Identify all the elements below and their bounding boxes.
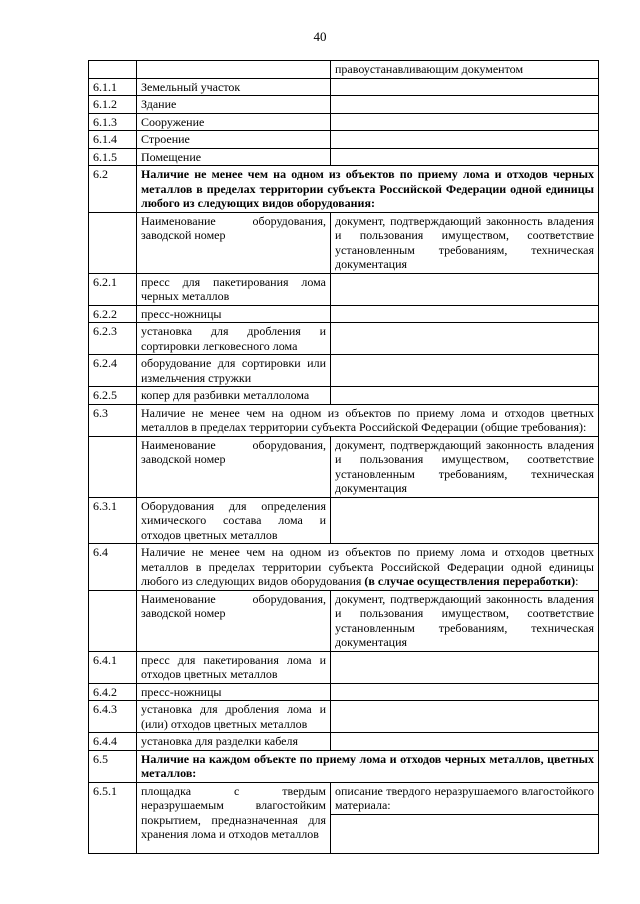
section-text: Наличие не менее чем на одном из объектов по приему лома и отходов черных металлов в пределах территории субъекта Российской Федерации одной единицы любого из следующих видов оборудования:: [137, 166, 599, 213]
item-name: копер для разбивки металлолома: [137, 387, 331, 405]
document-cell: [331, 355, 599, 387]
column-header-row: [89, 590, 599, 651]
item-number: 6.2.2: [89, 305, 137, 323]
item-number: 6.2.4: [89, 355, 137, 387]
table-row: [89, 701, 599, 733]
number-cell: [89, 590, 137, 651]
document-cell: [331, 96, 599, 114]
table-row: [89, 387, 599, 405]
document-cell: [331, 683, 599, 701]
item-name: установка для дробления лома и (или) отходов цветных металлов: [137, 701, 331, 733]
item-number: 6.4.4: [89, 733, 137, 751]
document-cell: [331, 113, 599, 131]
table-row: [89, 355, 599, 387]
item-number: 6.4.1: [89, 651, 137, 683]
number-cell: [89, 436, 137, 497]
table-row: [89, 683, 599, 701]
document-cell: правоустанавливающим документом: [331, 61, 599, 79]
document-cell: [331, 497, 599, 544]
item-number: 6.2.3: [89, 323, 137, 355]
item-number: 6.1.5: [89, 148, 137, 166]
document-header: документ, подтверждающий законность владения и пользования имуществом, соответствие установленным требованиям, техническая документация: [331, 436, 599, 497]
item-number: 6.2.5: [89, 387, 137, 405]
document-cell: [331, 273, 599, 305]
section-text: Наличие не менее чем на одном из объектов по приему лома и отходов цветных металлов в пределах территории субъекта Российской Федерации (общие требования):: [137, 404, 599, 436]
equipment-name-header: Наименование оборудования, заводской номер: [137, 436, 331, 497]
page-number: 40: [313, 29, 327, 44]
document-header: документ, подтверждающий законность владения и пользования имуществом, соответствие установленным требованиям, техническая документация: [331, 212, 599, 273]
section-number: 6.3: [89, 404, 137, 436]
table-row: [89, 323, 599, 355]
item-name: Здание: [137, 96, 331, 114]
document-cell: [331, 305, 599, 323]
document-header: документ, подтверждающий законность владения и пользования имуществом, соответствие установленным требованиям, техническая документация: [331, 590, 599, 651]
item-name: Сооружение: [137, 113, 331, 131]
item-name: установка для дробления и сортировки легковесного лома: [137, 323, 331, 355]
item-number: 6.1.4: [89, 131, 137, 149]
table-row: [89, 305, 599, 323]
item-number: 6.1.3: [89, 113, 137, 131]
document-cell: [331, 131, 599, 149]
document-cell: [331, 323, 599, 355]
table-row: [89, 733, 599, 751]
item-name: пресс для пакетирования лома черных металлов: [137, 273, 331, 305]
table-row: [89, 96, 599, 114]
item-name: Оборудования для определения химического состава лома и отходов цветных металлов: [137, 497, 331, 544]
document-cell: [331, 651, 599, 683]
column-header-row: [89, 436, 599, 497]
item-name: пресс для пакетирования лома и отходов цветных металлов: [137, 651, 331, 683]
continuation-row: [89, 61, 599, 79]
section-number: 6.5: [89, 750, 137, 782]
table-row: [89, 148, 599, 166]
document-cell: [331, 701, 599, 733]
section-row: [89, 166, 599, 213]
item-number: 6.1.2: [89, 96, 137, 114]
table-row: [89, 78, 599, 96]
equipment-name-header: Наименование оборудования, заводской номер: [137, 590, 331, 651]
table-row: [89, 651, 599, 683]
document-cell-empty: [331, 814, 599, 853]
item-number: 6.5.1: [89, 782, 137, 853]
item-name: Строение: [137, 131, 331, 149]
section-text-main: Наличие не менее чем на одном из объектов по приему лома и отходов цветных металлов в пределах территории субъекта Российской Федерации одной единицы любого из следующих видов оборудования: [141, 545, 594, 588]
table-row: [89, 113, 599, 131]
item-name: площадка с твердым неразрушаемым влагостойким покрытием, предназначенная для хранения лома и отходов металлов: [137, 782, 331, 853]
item-name: Помещение: [137, 148, 331, 166]
section-number: 6.2: [89, 166, 137, 213]
equipment-name-header: Наименование оборудования, заводской номер: [137, 212, 331, 273]
item-name: Земельный участок: [137, 78, 331, 96]
document-cell: [331, 733, 599, 751]
section-number: 6.4: [89, 544, 137, 591]
section-row: [89, 404, 599, 436]
section-text-bold: (в случае осуществления переработки): [364, 574, 576, 588]
name-cell: [137, 61, 331, 79]
item-name: пресс-ножницы: [137, 305, 331, 323]
item-number: 6.4.3: [89, 701, 137, 733]
section-row: [89, 544, 599, 591]
column-header-row: [89, 212, 599, 273]
section-row: [89, 750, 599, 782]
section-text: Наличие на каждом объекте по приему лома и отходов черных металлов, цветных металлов:: [137, 750, 599, 782]
requirements-table: [88, 60, 599, 854]
item-number: 6.4.2: [89, 683, 137, 701]
document-cell: [331, 78, 599, 96]
table-row: [89, 131, 599, 149]
document-cell: [331, 148, 599, 166]
item-number: 6.3.1: [89, 497, 137, 544]
number-cell: [89, 212, 137, 273]
item-name: пресс-ножницы: [137, 683, 331, 701]
item-name: установка для разделки кабеля: [137, 733, 331, 751]
number-cell: [89, 61, 137, 79]
document-cell: [331, 387, 599, 405]
section-text: [137, 544, 599, 591]
item-name: оборудование для сортировки или измельчения стружки: [137, 355, 331, 387]
item-number: 6.1.1: [89, 78, 137, 96]
section-text-tail: :: [575, 574, 579, 588]
table-row: [89, 273, 599, 305]
item-number: 6.2.1: [89, 273, 137, 305]
document-cell: описание твердого неразрушаемого влагостойкого материала:: [331, 782, 599, 814]
table-row: [89, 782, 599, 814]
table-row: [89, 497, 599, 544]
